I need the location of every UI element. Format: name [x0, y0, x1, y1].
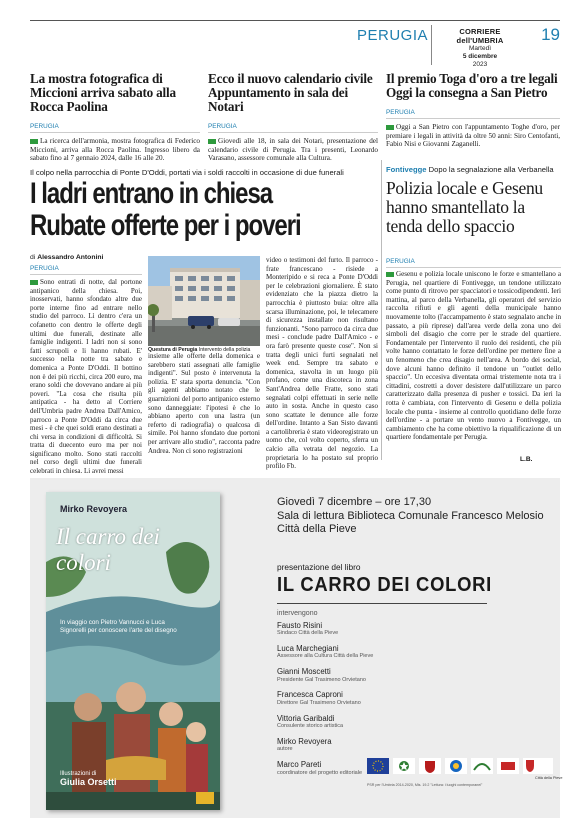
event-book-title: IL CARRO DEI COLORI	[277, 573, 493, 596]
headline-line: I ladri entrano in chiesa	[30, 177, 273, 210]
main-headline[interactable]	[30, 178, 306, 242]
speaker-item: Mirko Revoyera autore	[277, 736, 332, 753]
issue-day: Martedì	[468, 45, 492, 52]
article-column: insieme alle offerte della domenica e sarebbero stati assegnati alle famiglie indigenti". Sul posto è intervenuta la polizia. E' stata sporta denuncia. "Con gli agenti abbiamo notato che le guarnizioni del porto antipanico esterno sono danneggiate: l'ipotesi è che lo abbiano aperto con una lastra (un referto di radiografia) o qualcosa di simile. Poi hanno sfondato due portoni per arrivare allo studio", racconta padre Andrea. Non ci sono registrazioni	[148, 352, 260, 455]
police-building-image	[148, 256, 260, 346]
header-separator	[431, 25, 432, 65]
book-author: Mirko Revoyera	[60, 504, 128, 514]
issue-year: 2023	[472, 61, 488, 68]
brief-tag: PERUGIA	[208, 123, 378, 133]
byline: di Alessandro Antonini	[30, 254, 104, 261]
speaker-item: Francesca Caproni Direttore Gal Trasimeno Orvietano	[277, 690, 361, 706]
speaker-item: Vittoria Garibaldi Consulente storico artistica	[277, 713, 344, 730]
city-coat-of-arms-icon	[523, 758, 553, 774]
side-headline[interactable]: Polizia locale e Gesenu hanno smantellato la tenda dello spaccio	[386, 178, 543, 236]
bullet-square-icon	[386, 272, 394, 277]
brief-tag: PERUGIA	[30, 123, 200, 133]
book-advertisement	[30, 478, 563, 818]
column-divider	[381, 160, 382, 460]
author-name: Alessandro Antonini	[37, 254, 104, 261]
event-venue: Sala di lettura Biblioteca Comunale Francesco Melosio	[277, 509, 544, 522]
event-date: Giovedì 7 dicembre – ore 17,30	[277, 496, 432, 508]
page-number: 19	[541, 25, 560, 44]
issue-date	[436, 45, 524, 69]
city-logo-label: Città della Pieve	[535, 776, 563, 780]
event-city: Città della Pieve	[277, 523, 357, 535]
bullet-square-icon	[30, 280, 38, 285]
leader-logo-icon	[445, 758, 467, 774]
speaker-item: Marco Pareti coordinatore del progetto editoriale	[277, 760, 363, 776]
side-article-text: Gesenu e polizia locale uniscono le forze e smantellano a Perugia, nel quartiere di Fontivegge, un tendone utilizzato come punto di ritrovo per spacciatori e tossicodipendenti. Ieri mattina, al parco della Verbanella, gli operatori del servizio raccolta rifiuti e gli agenti della municipale hanno nuovamente tolto (l'accampamento è stato segnalato anche in passato, a più riprese) dall'area verde della zona uno dei simboli del disagio che corre per le strade del quartiere. Fondamentale per l'intervento il ruolo dei residenti, che più volte hanno contattato le forze dell'ordine per mettere fine a un fenomeno che crea disagio nell'area. A bordo dei social, dove alcuni hanno definito il tendone un "outlet dello spaccio". Un eccesiva diventata ormai tristemente nota tra i cittadini, costretti a dover desistere dall'utilizzare un parco caratterizzato dalla presenza di pusher e tossici. Da ieri la rotta è cambiata, con l'intervento di Gesenu e della polizia locale che punta - insieme al controllo quotidiano delle forze dell'ordine - a portare un vento nuovo a Fontivegge, un cambiamento che ha come obiettivo la riqualificazione di un quartiere fondamentale per Perugia.	[386, 270, 561, 442]
gal-logo-icon	[471, 758, 493, 774]
brief-title: La mostra fotografica di Miccioni arriva sabato alla Rocca Paolina	[30, 71, 176, 114]
book-title: Il carro dei colori	[56, 524, 160, 575]
issue-date-day: 5 dicembre	[462, 53, 498, 60]
article-column: video o testimoni del furto. Il parroco - frate francescano - risiede a Monteripido e si reca a Ponte D'Oddi per le celebrazioni giornaliere. È stato evidenziato che la piazza dietro la parrocchia è piuttosto buia: oltre alla scarsa illuminazione, poi, le telecamere di sicurezza installate non risultano funzionanti. "Sono parroco da circa due mesi - conclude padre Dall'Amico - e ora farò presente queste cose". Non si tratta degli unici furti segnalati nel week end. Sempre tra sabato e domenica, stavolta in un luogo più profano, come una discoteca in zona Sant'Andrea delle Fratte, sono stati segnalati colpi effettuati in serie nelle auto in sosta. Anche in questo caso sono scattate le denunce alle forze dell'ordine. Intanto a San Sisto davanti a cartolibreria è stato videoregistrato un uomo che, col volto coperto, sferra un calcio alla vetrata del negozio. La proprietaria lo ha postato sul proprio profilo Fb.	[266, 256, 378, 471]
brief-title: Il premio Toga d'oro a tre legali Oggi la consegna a San Pietro	[386, 71, 558, 100]
book-illustrator: Illustrazioni di Giulia Orsetti	[60, 771, 117, 787]
book-cover	[46, 492, 220, 810]
speaker-item: Gianni Moscetti Presidente Gal Trasimeno Orvietano	[277, 667, 366, 683]
main-kicker: Il colpo nella parrocchia di Ponte D'Oddi, portati via i soldi raccolti in occasione di due funerali	[30, 168, 344, 177]
brief-article[interactable]	[30, 72, 200, 163]
side-tag: PERUGIA	[386, 258, 561, 268]
publisher-logo-icon	[497, 758, 519, 774]
divider	[277, 603, 487, 604]
section-name: PERUGIA	[356, 27, 428, 44]
event-info	[277, 496, 547, 785]
article-photo	[148, 256, 260, 346]
article-column: Sono entrati di notte, dal portone antipanico della chiesa. Poi, inosservati, hanno sfondato altre due porte interne fino ad entrare nello studio del parroco. Lì dentro c'era un cofanetto con dentro le offerte degli ultimi due funerali, destinate alle famiglie indigenti. I ladri non si sono fatti scrupoli e li hanno rubati. E' successo nella notte tra sabato e domenica a Ponte D'Oddi. Il bottino non è dei più ricchi, circa 200 euro, ma erano soldi che dovevano andare ai più poveri. "La cosa che risulta più antipatica - ha detto al Corriere dell'Umbria padre Andrea Dall'Amico, parroco a Ponte D'Oddi da circa due mesi - è che quei soldi erano destinati a chi versa in condizioni di difficoltà. Si tratta di duecento euro ma per noi significano molto. Sono stati raccolti nel corso degli ultimi due funerali celebrati in chiesa. Li avrei messi	[30, 278, 142, 476]
sponsor-logos	[367, 750, 563, 792]
book-subtitle: In viaggio con Pietro Vannucci e Luca Signorelli per conoscere l'arte del disegno	[60, 619, 177, 634]
side-kicker: Fontivegge Dopo la segnalazione alla Verbanella	[386, 165, 554, 174]
brief-text: Giovedì alle 18, in sala dei Notari, presentazione del calendario civile di Perugia. Tra i presenti, Leonardo Varasano, assessore comunale alla Cultura.	[208, 137, 378, 162]
main-tag: PERUGIA	[30, 265, 142, 275]
brief-tag: PERUGIA	[386, 109, 560, 119]
brief-article[interactable]	[386, 72, 560, 149]
eu-flag-icon	[367, 758, 389, 774]
event-type: presentazione del libro	[277, 561, 361, 572]
bullet-square-icon	[208, 139, 216, 144]
brief-title: Ecco il nuovo calendario civile Appuntamento in sala dei Notari	[208, 71, 373, 114]
brief-text: La ricerca dell'armonia, mostra fotografica di Federico Miccioni, arriva alla Rocca Paolina. Ingresso libero da sabato fino al 7 gennaio 2024, dalle 16 alle 20.	[30, 137, 200, 162]
headline-line: Rubate offerte per i poveri	[30, 209, 301, 242]
speakers-label: intervengono	[277, 609, 318, 617]
bullet-square-icon	[386, 125, 394, 130]
speaker-item: Fausto Risini Sindaco Città della Pieve	[277, 620, 339, 636]
funding-note: PSR per l'Umbria 2014-2020, Mis. 19.2 "Lettura: i luoghi contemporanei"	[367, 783, 483, 787]
top-briefs	[30, 71, 560, 162]
side-signature: L.B.	[520, 456, 533, 463]
logo-text: CORRIERE dell'UMBRIA	[456, 27, 504, 45]
page-header	[30, 20, 560, 68]
photo-caption: Questura di Perugia Intervento della polizia	[148, 347, 251, 353]
brief-article[interactable]	[208, 72, 378, 163]
bullet-square-icon	[30, 139, 38, 144]
speaker-item: Luca Marchegiani Assessore alla Cultura Città della Pieve	[277, 643, 374, 660]
italy-emblem-icon	[393, 758, 415, 774]
brief-text: Oggi a San Pietro con l'appuntamento Toghe d'oro, per premiare i legali in attività da oltre 50 anni: Siro Centofanti, Fabio Nisi e Giovanni Zaganelli.	[386, 123, 560, 148]
newspaper-logo	[436, 27, 524, 69]
region-emblem-icon	[419, 758, 441, 774]
